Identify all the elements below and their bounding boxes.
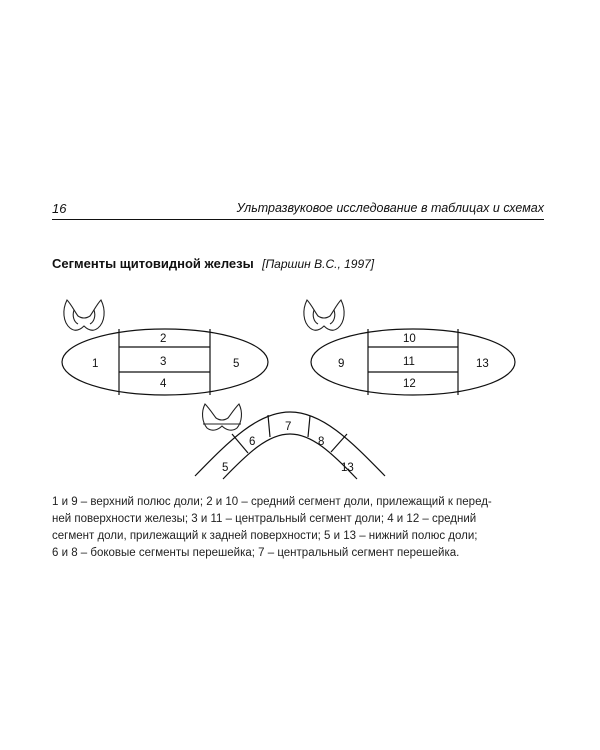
caption-line: 6 и 8 – боковые сегменты перешейка; 7 – центральный сегмент перешейка. [52, 547, 460, 559]
right-lobe-segment-10: 10 [403, 333, 416, 345]
isthmus-segment-5: 5 [222, 462, 229, 474]
thyroid-icon-right [304, 300, 344, 330]
caption-line: 1 и 9 – верхний полюс доли; 2 и 10 – средний сегмент доли, прилежащий к перед- [52, 496, 492, 508]
caption-line: сегмент доли, прилежащий к задней поверхности; 5 и 13 – нижний полюс доли; [52, 530, 478, 542]
right-lobe-segment-9: 9 [338, 358, 345, 370]
caption-line: ней поверхности железы; 3 и 11 – центральный сегмент доли; 4 и 12 – средний [52, 513, 477, 525]
figure-caption [52, 494, 552, 562]
right-lobe-segment-13: 13 [476, 358, 489, 370]
right-lobe-segment-11: 11 [403, 356, 415, 368]
left-lobe-segment-5: 5 [233, 358, 240, 370]
left-lobe-segment-4: 4 [160, 378, 167, 390]
isthmus-segment-6: 6 [249, 436, 256, 448]
figure-reference: [Паршин В.С., 1997] [262, 257, 375, 271]
isthmus-segment-8: 8 [318, 436, 325, 448]
figure-title: Сегменты щитовидной железы [52, 256, 254, 271]
page-number: 16 [52, 201, 67, 216]
left-lobe-segment-3: 3 [160, 356, 167, 368]
left-lobe-segment-1: 1 [92, 358, 99, 370]
isthmus-segment-7: 7 [285, 421, 292, 433]
running-title: Ультразвуковое исследование в таблицах и схемах [236, 201, 544, 215]
isthmus-segment-13: 13 [341, 462, 354, 474]
thyroid-icon-left [64, 300, 104, 330]
thyroid-icon-isthmus [203, 404, 242, 430]
right-lobe-segment-12: 12 [403, 378, 416, 390]
left-lobe-segment-2: 2 [160, 333, 167, 345]
